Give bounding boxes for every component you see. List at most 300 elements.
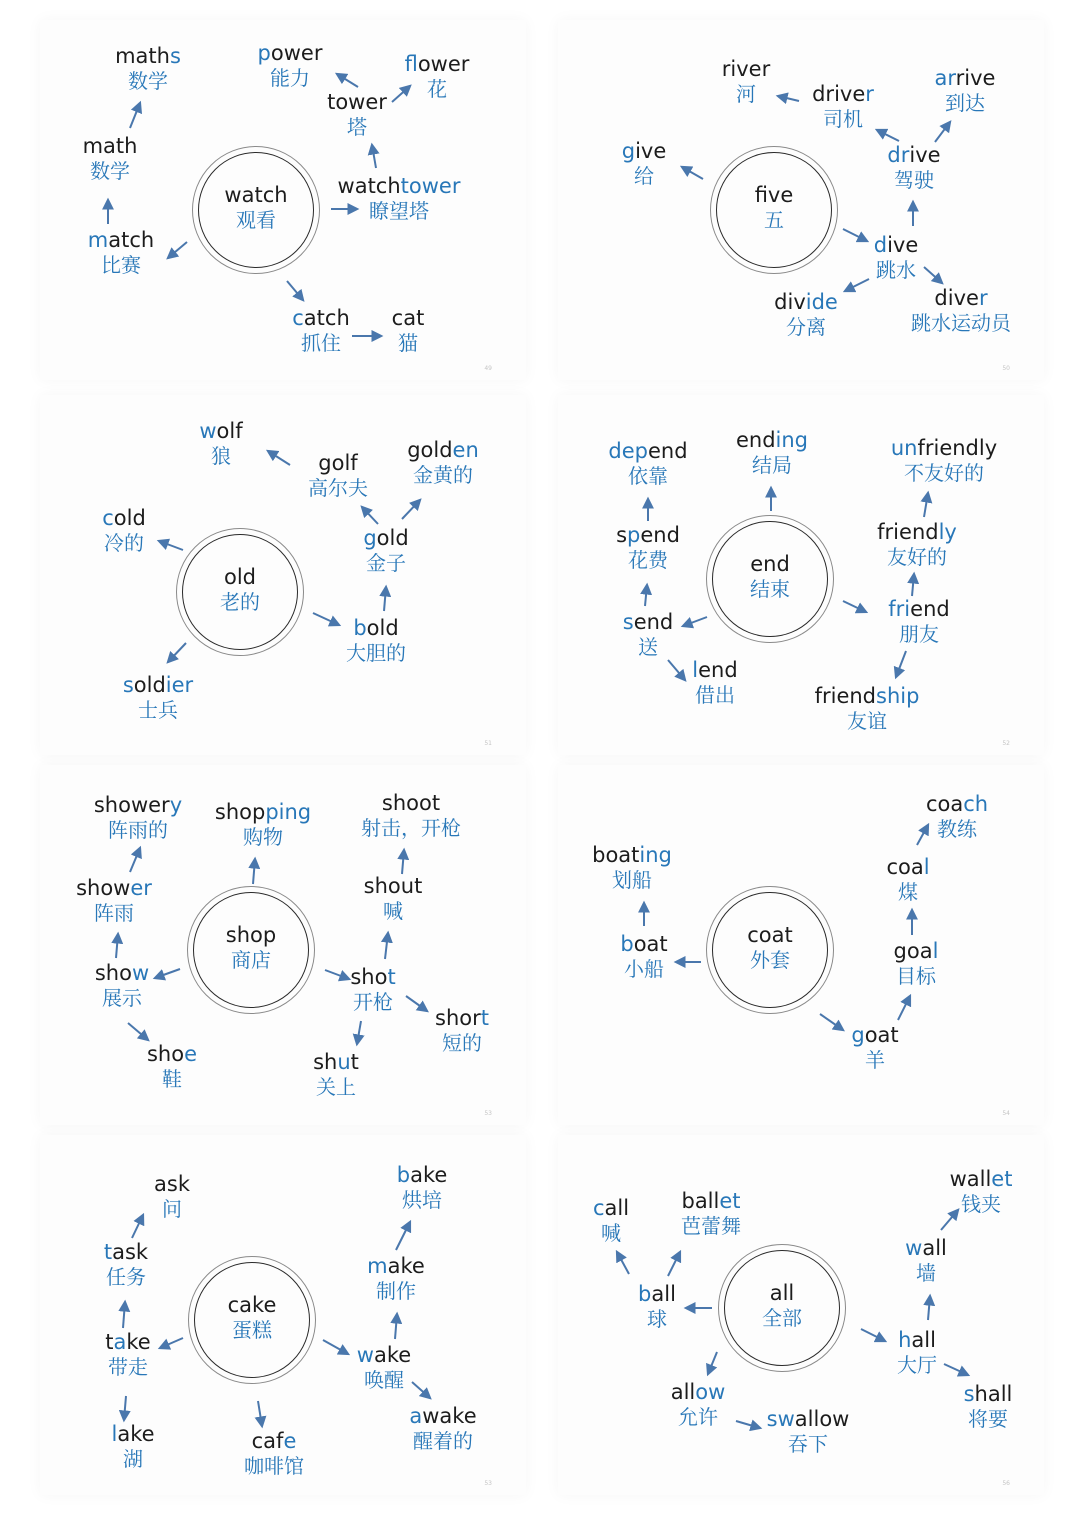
highlighted-letters: ping [265, 800, 312, 824]
word-letters: end [735, 428, 776, 452]
word-node [692, 658, 737, 708]
word-node [95, 961, 149, 1011]
word-node [897, 1328, 937, 1378]
english-word [115, 44, 181, 69]
chinese-meaning: 短的 [442, 1031, 482, 1055]
english-word [123, 673, 193, 698]
chinese-meaning: 观看 [236, 208, 276, 232]
word-letters: ive [909, 143, 941, 167]
word-node [622, 139, 667, 189]
chinese-meaning: 醒着的 [412, 1429, 473, 1453]
chinese-meaning: 湖 [122, 1447, 143, 1471]
chinese-meaning: 结局 [751, 453, 792, 477]
highlighted-letters: g [363, 526, 377, 550]
word-letters: old [113, 506, 146, 530]
word-letters: ive [887, 233, 919, 257]
english-word [774, 290, 838, 315]
center-word [177, 565, 303, 615]
word-letters: gold [407, 438, 453, 462]
word-node [671, 1380, 726, 1430]
word-node [812, 82, 874, 132]
highlighted-letters: m [87, 228, 109, 252]
word-node [115, 44, 181, 94]
highlighted-letters: y [169, 793, 183, 817]
chinese-meaning: 数学 [90, 159, 130, 183]
center-circle [188, 1256, 316, 1384]
english-word [874, 233, 919, 258]
highlighted-letters: ch [963, 792, 989, 816]
word-letters: goa [893, 939, 933, 963]
english-word [592, 843, 672, 868]
english-word [622, 139, 667, 164]
chinese-meaning: 关上 [316, 1075, 356, 1099]
chinese-meaning: 制作 [375, 1279, 416, 1303]
word-letters: drive [812, 82, 866, 106]
word-node [367, 1254, 425, 1304]
english-word [292, 306, 350, 331]
chinese-meaning: 驾驶 [894, 168, 934, 192]
word-letters: show [76, 876, 131, 900]
word-node [244, 1429, 304, 1479]
word-node [877, 520, 957, 570]
word-letters: old [133, 673, 166, 697]
word-node [338, 174, 461, 224]
highlighted-letters: ow [695, 1380, 726, 1404]
word-node [397, 1163, 448, 1213]
word-node [874, 233, 919, 283]
word-node [722, 57, 770, 107]
english-word [767, 1407, 850, 1432]
word-letters: all [670, 1380, 696, 1404]
word-node [361, 791, 461, 841]
word-node [154, 1172, 190, 1222]
word-letters: river [721, 57, 771, 81]
word-node [681, 1189, 741, 1239]
word-letters: shor [435, 1006, 481, 1030]
word-node [815, 684, 920, 734]
word-node [111, 1422, 154, 1472]
chinese-meaning: 阵雨的 [107, 818, 168, 842]
word-node [94, 793, 182, 843]
english-word [88, 228, 154, 253]
highlighted-letters: u [337, 1050, 351, 1074]
highlighted-letters: t [387, 965, 396, 989]
word-letters: watch [224, 183, 288, 207]
chinese-meaning: 分离 [786, 315, 826, 339]
chinese-meaning: 结束 [750, 577, 790, 601]
highlighted-letters: p [627, 523, 641, 547]
center-circle [187, 886, 315, 1014]
english-word [105, 1330, 150, 1355]
highlighted-letters: l [111, 1422, 118, 1446]
english-word [435, 1006, 489, 1031]
chinese-meaning: 问 [161, 1197, 182, 1221]
word-letters: coa [886, 855, 924, 879]
center-word [193, 183, 319, 233]
word-node [88, 228, 154, 278]
word-letters: t [105, 1330, 114, 1354]
highlighted-letters: s [963, 1382, 975, 1406]
word-node [736, 428, 808, 478]
chinese-meaning: 烘培 [401, 1188, 442, 1212]
english-word [897, 1328, 937, 1353]
word-node [258, 41, 323, 91]
chinese-meaning: 花 [427, 77, 447, 101]
center-circle [710, 146, 838, 274]
chinese-meaning: 煤 [897, 880, 918, 904]
word-letters: end [640, 523, 680, 547]
word-letters: hall [974, 1382, 1013, 1406]
chinese-meaning: 大厅 [897, 1353, 937, 1377]
word-node [926, 792, 988, 842]
highlighted-letters: p [257, 41, 271, 65]
word-letters: atch [108, 228, 155, 252]
word-letters: boat [592, 843, 640, 867]
highlighted-letters: et [719, 1189, 741, 1213]
highlighted-letters: e [283, 1429, 297, 1453]
english-word [102, 506, 146, 531]
highlighted-letters: s [122, 673, 134, 697]
english-word [327, 90, 387, 115]
center-circle [718, 1244, 846, 1372]
word-letters: watch [337, 174, 401, 198]
english-word [244, 1429, 304, 1454]
highlighted-letters: tower [400, 174, 461, 198]
word-letters: shower [93, 793, 170, 817]
chinese-meaning: 吞下 [788, 1432, 828, 1456]
chinese-meaning: 士兵 [137, 698, 178, 722]
word-node [392, 306, 425, 356]
center-word [711, 183, 837, 233]
highlighted-letters: l [692, 658, 699, 682]
chinese-meaning: 司机 [822, 107, 863, 131]
chinese-meaning: 借出 [695, 683, 735, 707]
chinese-meaning: 金子 [365, 551, 406, 575]
word-letters: shout [363, 874, 423, 898]
word-node [313, 1050, 359, 1100]
english-word [350, 965, 395, 990]
word-letters: sho [94, 961, 132, 985]
highlighted-letters: w [199, 419, 217, 443]
english-word [189, 1293, 315, 1318]
highlighted-letters: ship [876, 684, 920, 708]
word-node [905, 1236, 947, 1286]
word-letters: end [633, 610, 674, 634]
english-word [608, 439, 687, 464]
english-word [188, 923, 314, 948]
chinese-meaning: 全部 [762, 1306, 802, 1330]
english-word [886, 855, 929, 880]
highlighted-letters: c [102, 506, 114, 530]
highlighted-letters: g [621, 139, 636, 163]
word-node [83, 134, 138, 184]
highlighted-letters: er [130, 876, 152, 900]
word-node [105, 1330, 150, 1380]
english-word [620, 932, 667, 957]
highlighted-letters: a [113, 1330, 127, 1354]
english-word [363, 526, 408, 551]
english-word [877, 520, 957, 545]
word-letters: ive [635, 139, 667, 163]
highlighted-letters: h [898, 1328, 912, 1352]
word-letters: ake [373, 1343, 412, 1367]
english-word [258, 41, 323, 66]
english-word [308, 451, 368, 476]
chinese-meaning: 外套 [750, 948, 790, 972]
word-node [292, 306, 350, 356]
chinese-meaning: 购物 [243, 825, 283, 849]
word-node [950, 1167, 1013, 1217]
word-letters: ake [117, 1422, 155, 1446]
word-node [409, 1404, 476, 1454]
word-letters: wake [422, 1404, 477, 1428]
chinese-meaning: 跳水运动员 [911, 311, 1011, 335]
center-circle [176, 528, 304, 656]
word-letters: olf [216, 419, 243, 443]
chinese-meaning: 能力 [269, 66, 310, 90]
word-letters: end [750, 552, 790, 576]
english-word [935, 66, 996, 91]
english-word [407, 438, 479, 463]
english-word [397, 1163, 448, 1188]
page-number: 54 [1002, 1110, 1010, 1117]
word-letters: five [754, 183, 794, 207]
word-letters: friendly [917, 436, 998, 460]
word-letters: all [651, 1282, 676, 1306]
word-node [102, 506, 146, 556]
english-word [711, 183, 837, 208]
chinese-meaning: 数学 [128, 69, 168, 93]
center-word [188, 923, 314, 973]
english-word [94, 793, 182, 818]
chinese-meaning: 比赛 [101, 253, 141, 277]
english-word [111, 1422, 154, 1447]
word-letters: div [774, 290, 806, 314]
word-letters: old [223, 565, 256, 589]
chinese-meaning: 墙 [915, 1261, 936, 1285]
highlighted-letters: ing [775, 428, 809, 452]
word-letters: rive [955, 66, 996, 90]
english-word [364, 874, 423, 899]
chinese-meaning: 送 [637, 635, 658, 659]
english-word [707, 923, 833, 948]
highlighted-letters: w [131, 961, 150, 985]
word-letters: ask [112, 1240, 149, 1264]
english-word [367, 1254, 425, 1279]
page-number: 49 [484, 365, 492, 372]
chinese-meaning: 咖啡馆 [244, 1454, 304, 1478]
word-letters: tower [327, 90, 387, 114]
center-circle [192, 146, 320, 274]
word-letters: ball [681, 1189, 720, 1213]
highlighted-letters: m [367, 1254, 388, 1278]
word-letters: s [616, 523, 628, 547]
english-word [361, 791, 461, 816]
word-letters: oat [864, 1023, 899, 1047]
chinese-meaning: 猫 [398, 331, 418, 355]
highlighted-letters: dep [608, 439, 649, 463]
chinese-meaning: 高尔夫 [308, 476, 368, 500]
highlighted-letters: et [991, 1167, 1013, 1191]
word-letters: ower [270, 41, 323, 65]
chinese-meaning: 友好的 [887, 545, 947, 569]
word-letters: ower [417, 52, 470, 76]
word-letters: allow [794, 1407, 850, 1431]
highlighted-letters: sw [766, 1407, 795, 1431]
word-node [887, 143, 940, 193]
word-node [851, 1023, 898, 1073]
word-letters: dive [934, 286, 979, 310]
chinese-meaning: 喊 [601, 1221, 621, 1245]
page-number: 53 [484, 1110, 492, 1117]
english-word [894, 939, 939, 964]
english-word [154, 1172, 190, 1197]
word-letters: end [648, 439, 688, 463]
word-letters: coa [925, 792, 964, 816]
chinese-meaning: 友谊 [847, 709, 887, 733]
word-node [346, 616, 406, 666]
english-word [83, 134, 138, 159]
highlighted-letters: b [353, 616, 367, 640]
word-node [76, 876, 152, 926]
word-letters: cat [391, 306, 425, 330]
word-letters: math [82, 134, 138, 158]
page-number: 53 [484, 1480, 492, 1487]
english-word [346, 616, 406, 641]
chinese-meaning: 射击，开枪 [361, 816, 461, 840]
word-node [638, 1282, 676, 1332]
word-node [350, 965, 395, 1015]
highlighted-letters: w [905, 1236, 923, 1260]
word-letters: golf [318, 451, 358, 475]
word-letters: t [350, 1050, 359, 1074]
highlighted-letters: en [452, 438, 479, 462]
highlighted-letters: e [184, 1042, 198, 1066]
word-node [363, 526, 408, 576]
chinese-meaning: 钱夹 [961, 1192, 1001, 1216]
english-word [338, 174, 461, 199]
highlighted-letters: un [890, 436, 918, 460]
word-node [886, 855, 929, 905]
english-word [692, 658, 737, 683]
word-node [888, 597, 949, 647]
chinese-meaning: 允许 [677, 1405, 718, 1429]
word-node [592, 843, 672, 893]
word-letters: sho [146, 1042, 185, 1066]
highlighted-letters: ly [938, 520, 957, 544]
english-word [104, 1240, 148, 1265]
chinese-meaning: 老的 [220, 590, 260, 614]
highlighted-letters: s [169, 44, 181, 68]
highlighted-letters: l [932, 939, 939, 963]
chinese-meaning: 商店 [231, 948, 271, 972]
highlighted-letters: c [592, 1196, 605, 1220]
word-node [774, 290, 838, 340]
word-node [620, 932, 667, 982]
english-word [215, 800, 311, 825]
word-letters: friend [877, 520, 939, 544]
english-word [623, 610, 674, 635]
center-word [707, 552, 833, 602]
chinese-meaning: 鞋 [162, 1067, 182, 1091]
highlighted-letters: s [622, 610, 634, 634]
page-number: 56 [1002, 1480, 1010, 1487]
english-word [812, 82, 874, 107]
word-node [894, 939, 939, 989]
chinese-meaning: 羊 [864, 1048, 885, 1072]
highlighted-letters: ing [639, 843, 672, 867]
word-letters: end [698, 658, 738, 682]
word-node [435, 1006, 489, 1056]
chinese-meaning: 河 [735, 82, 756, 106]
english-word [707, 552, 833, 577]
chinese-meaning: 唤醒 [363, 1368, 404, 1392]
word-node [891, 436, 997, 486]
chinese-meaning: 狼 [210, 444, 231, 468]
english-word [719, 1281, 845, 1306]
word-letters: ath [135, 44, 170, 68]
word-node [364, 874, 423, 924]
english-word [722, 57, 770, 82]
highlighted-letters: ide [805, 290, 838, 314]
word-node [407, 438, 479, 488]
english-word [95, 961, 149, 986]
center-word [707, 923, 833, 973]
word-letters: shop [214, 800, 266, 824]
chinese-meaning: 教练 [937, 817, 977, 841]
word-node [308, 451, 368, 501]
word-node [199, 419, 242, 469]
word-node [104, 1240, 148, 1290]
english-word [357, 1343, 411, 1368]
word-letters: all [769, 1281, 795, 1305]
english-word [392, 306, 425, 331]
chinese-meaning: 依靠 [628, 464, 668, 488]
highlighted-letters: r [865, 82, 874, 106]
chinese-meaning: 冷的 [104, 531, 144, 555]
word-node [935, 66, 996, 116]
chinese-meaning: 蛋糕 [232, 1318, 272, 1342]
word-letters: cake [227, 1293, 277, 1317]
english-word [76, 876, 152, 901]
highlighted-letters: ier [165, 673, 194, 697]
center-word [189, 1293, 315, 1343]
chinese-meaning: 小船 [623, 957, 664, 981]
highlighted-letters: b [396, 1163, 411, 1187]
english-word [891, 436, 997, 461]
chinese-meaning: 五 [764, 208, 784, 232]
english-word [888, 597, 949, 622]
english-word [193, 183, 319, 208]
highlighted-letters: a [409, 1404, 423, 1428]
word-node [357, 1343, 411, 1393]
english-word [926, 792, 988, 817]
english-word [815, 684, 920, 709]
word-node [327, 90, 387, 140]
word-letters: ke [126, 1330, 151, 1354]
highlighted-letters: b [638, 1282, 652, 1306]
english-word [593, 1196, 629, 1221]
word-letters: old [366, 616, 399, 640]
english-word [964, 1382, 1013, 1407]
word-node [911, 286, 1011, 336]
chinese-meaning: 跳水 [876, 258, 916, 282]
word-letters: all [911, 1328, 936, 1352]
highlighted-letters: r [978, 286, 988, 310]
english-word [616, 523, 680, 548]
highlighted-letters: fl [404, 52, 418, 76]
word-letters: sh [313, 1050, 338, 1074]
